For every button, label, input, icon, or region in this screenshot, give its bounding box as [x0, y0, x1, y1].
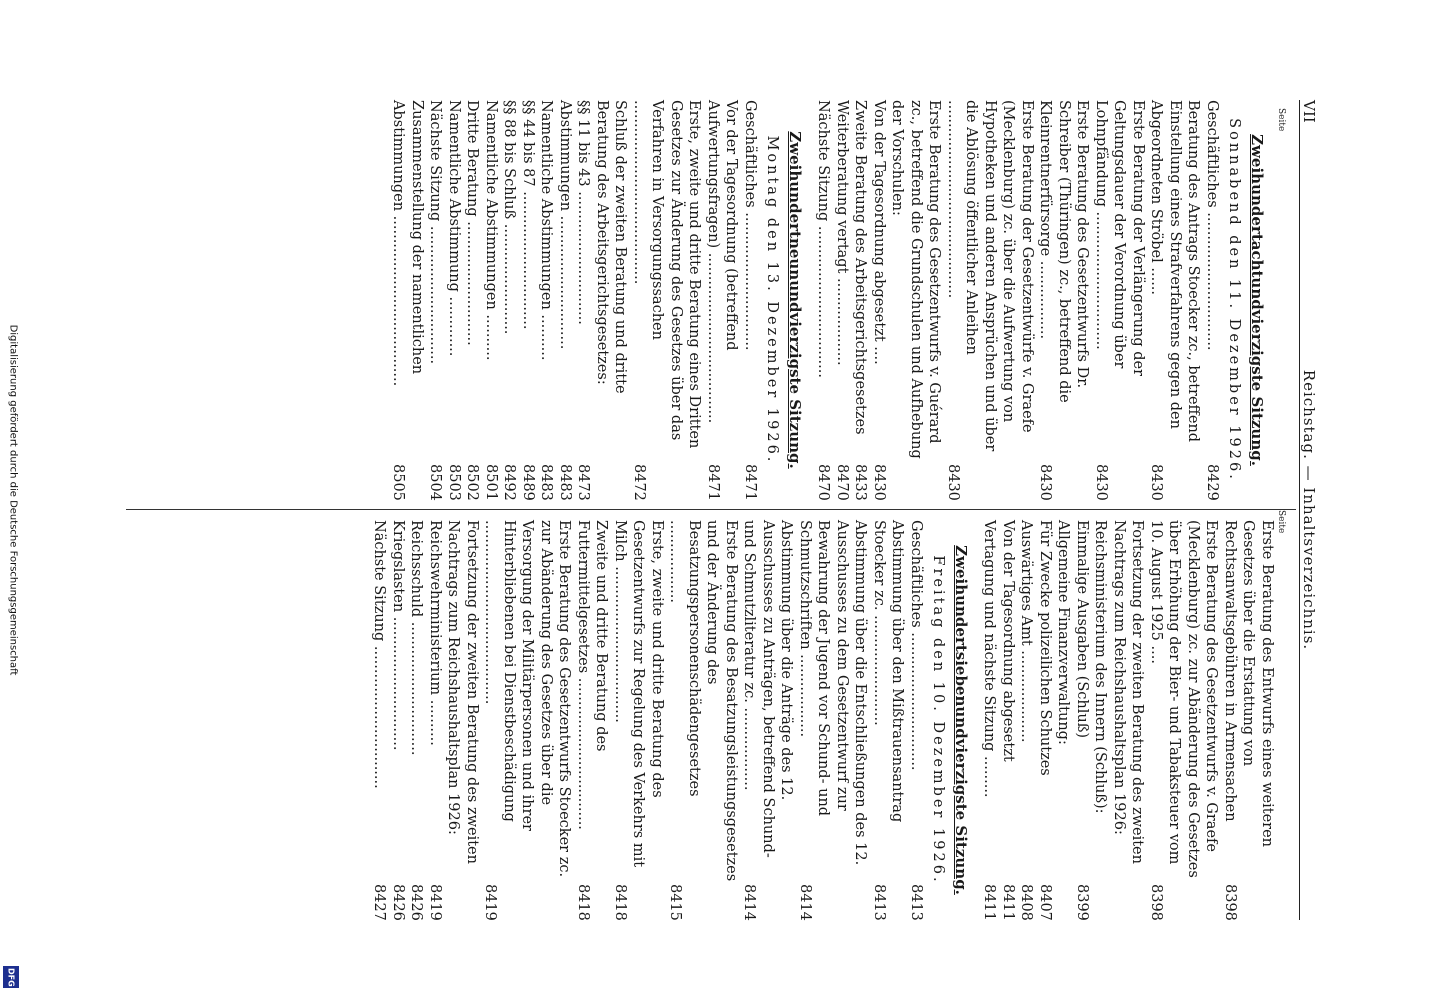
toc-entry [481, 520, 574, 920]
toc-entry-text: §§ 11 bis 43 ............................. [575, 100, 592, 325]
toc-entry-page: 8492 [501, 464, 518, 501]
toc-entry [444, 520, 481, 920]
session-date: Sonnabend den 11. Dezember 1926. [1226, 118, 1243, 482]
toc-entry-text: Auswärtiges Amt .................... [1018, 520, 1035, 743]
toc-entry-page: 8414 [797, 884, 813, 921]
toc-entry-text: Weiterberatung vertagt ................... [834, 100, 850, 366]
toc-entry-page: 8430 [1037, 464, 1054, 501]
toc-entry [482, 100, 501, 500]
toc-entry [944, 100, 1037, 500]
toc-entry [1147, 520, 1221, 920]
toc-entry-text: Namentliche Abstimmungen .......... [538, 100, 555, 361]
toc-entry-text: Geschäftliches .............................. [1204, 100, 1220, 351]
toc-entry [999, 520, 1018, 920]
toc-entry-page: 8483 [538, 464, 555, 501]
toc-entry-page: 8414 [741, 884, 758, 921]
session-heading: Zweihundertachtundvierzigste Sitzung. [1248, 134, 1266, 466]
page-header [1290, 100, 1330, 920]
toc-entry [704, 100, 741, 500]
toc-entry-page: 8398 [1148, 884, 1164, 921]
toc-entry-text: Nächste Sitzung .............................. [427, 100, 444, 365]
toc-entry-text: Abstimmung über die Entschließungen des 12. Ausschusses zu dem Gesetzentwurf zur Bewahrung der Jugend vor Schund- und Schmutzschriften .................. [797, 520, 869, 866]
session-date: Freitag den 10. Dezember 1926. [930, 555, 947, 885]
toc-entry [907, 520, 926, 920]
toc-entry [407, 520, 426, 920]
toc-entry [1203, 100, 1222, 500]
toc-entry-text: Erste, zweite und dritte Beratung des Gesetzentwurfs zur Regelung des Verkehrs mit Milch .................................. [612, 520, 665, 868]
toc-entry [611, 520, 667, 920]
toc-entry [833, 100, 852, 500]
toc-entry-page: 8473 [575, 464, 592, 501]
toc-entry-text: Erste Beratung des Gesetzentwurfs v. Guérard zc., betreffend die Grundschulen und Aufhebung der Vorschulen: [889, 100, 943, 459]
toc-entry-page: 8429 [1204, 464, 1220, 501]
toc-entry-text: Erste Beratung des Gesetzentwurfs Dr. Schreiber (Thüringen) zc., betreffend die Kleinrentnerfürsorge ................. [1037, 100, 1091, 403]
toc-entry [741, 100, 760, 500]
session-date: Montag den 13. Dezember 1926. [764, 135, 781, 465]
toc-entry-text: Vertagung und nächste Sitzung ......... [981, 520, 998, 798]
toc-entry-page: 8411 [981, 884, 998, 921]
toc-entry [1036, 520, 1055, 920]
toc-entry-page: 8430 [1093, 464, 1109, 501]
toc-entry-text: Reichswehrministerium .......... [427, 520, 443, 746]
page-title: Reichstag. — Inhaltsverzeichnis. [1300, 369, 1318, 651]
toc-entry [574, 520, 611, 920]
toc-entry [630, 100, 704, 500]
column-left [389, 100, 1276, 500]
toc-entry [519, 100, 538, 500]
toc-entry [1073, 520, 1092, 920]
toc-entry [870, 520, 907, 920]
toc-entry [574, 100, 593, 500]
toc-entry-page: 8470 [815, 464, 832, 501]
toc-entry-page: 8426 [390, 884, 406, 921]
toc-entry-text: Erste Beratung der Gesetzentwürfe v. Graefe (Mecklenburg) zc. über die Aufwertung von Hypotheken und anderen Ansprüchen und über die Ablösung öffentlicher Anleihen ........................................... [945, 100, 1035, 452]
toc-entry-text: Reichsschuld ............................. [408, 520, 425, 756]
toc-entry [537, 100, 556, 500]
toc-entry [870, 100, 889, 500]
toc-entry-page: 8427 [371, 884, 388, 921]
toc-entry [1147, 100, 1203, 500]
toc-entry-text: §§ 88 bis Schluß ........................ [501, 100, 518, 335]
toc-entry-text: Abstimmungen ............................. [557, 100, 573, 350]
toc-entry-page: 8483 [557, 464, 573, 501]
toc-entry-page: 8418 [575, 884, 591, 921]
toc-entry-text: Von der Tagesordnung abgesetzt .... [871, 100, 887, 365]
toc-entry-text: Zweite Beratung des Arbeitsgerichtsgesetzes [852, 100, 869, 435]
toc-entry [426, 520, 445, 920]
toc-entry-text: Erste Beratung des Gesetzentwurfs Stoecker zc. zur Abänderung des Gesetzes über die Versorgung der Militärpersonen und ihrer Hinterbliebenen bei Dienstbeschädigung ........................................ [482, 520, 573, 878]
column-divider [126, 509, 1296, 510]
toc-entry-page: 8418 [612, 884, 628, 921]
toc-entry [814, 100, 833, 500]
toc-entry-text: Erste, zweite und dritte Beratung eines Dritten Gesetzes zur Änderung des Gesetzes über das Verfahren in Versorgungssachen ........................................ [631, 100, 703, 449]
toc-entry-text: Abstimmung über den Mißtrauensantrag Stoecker zc. ........................ [871, 520, 906, 823]
toc-entry-text: Erste Beratung des Gesetzentwurfs v. Graefe (Mecklenburg) zc. zur Abänderung des Gesetzes über Erhöhung der Bier- und Tabaksteuer vom 10. August 1925 .... [1148, 520, 1220, 878]
toc-entry-text: Erste Beratung des Besatzungsleistungsgesetzes und der Änderung des Besatzungspersonenschädengesetzes .................. [667, 520, 739, 882]
toc-entry-text: Geschäftliches .............................. [908, 520, 924, 771]
toc-entry-text: Vor der Tagesordnung (betreffend Aufwertungsfragen) ..................................... [705, 100, 740, 424]
toc-entry-text: Namentliche Abstimmung ............. [446, 100, 462, 357]
toc-entry [556, 100, 575, 500]
toc-entry-page: 8411 [1000, 884, 1016, 921]
funding-note-text: Digitalisierung gefördert durch die Deutsche Forschungsgemeinschaft [7, 324, 19, 676]
toc-entry [888, 100, 944, 500]
header-rule [1299, 100, 1300, 920]
toc-entry [1221, 520, 1277, 920]
toc-entry-text: Allgemeine Finanzverwaltung: [1055, 520, 1072, 745]
toc-entry-page: 8407 [1037, 884, 1053, 921]
toc-entry [370, 520, 389, 920]
toc-entry [426, 100, 445, 500]
seite-label-right: Seite [1276, 510, 1286, 534]
toc-entry-text: Zweite und dritte Beratung des Futtermittelgesetzes ................................. [575, 520, 610, 830]
toc-entry [1017, 520, 1036, 920]
toc-entry-text: Schluß der zweiten Beratung und dritte Beratung des Arbeitsgerichtsgesetzes: [594, 100, 629, 394]
page-number: VII [1300, 100, 1318, 123]
toc-entry-text: Von der Tagesordnung abgesetzt [1000, 520, 1016, 762]
toc-entry [796, 520, 870, 920]
toc-entry-text: Nächste Sitzung ................................. [815, 100, 832, 378]
toc-entry-text: Erste Beratung des Entwurfs eines weiteren Gesetzes über die Erstattung von Rechtsanwaltsgebühren in Armensachen [1222, 520, 1275, 848]
toc-entry-text: Fortsetzung der zweiten Beratung des zweiten Nachtrags zum Reichshaushaltsplan 1926: [445, 520, 480, 864]
toc-entry-page: 8415 [667, 884, 684, 921]
toc-entry [851, 100, 870, 500]
toc-entry-text: §§ 44 bis 87 .............................. [520, 100, 536, 330]
toc-entry-page: 8408 [1018, 884, 1035, 921]
toc-entry-page: 8470 [834, 464, 850, 501]
toc-entry-page: 8471 [742, 464, 758, 501]
toc-entry-page: 8413 [871, 884, 887, 921]
toc-entry-text: Namentliche Abstimmungen .......... [483, 100, 499, 361]
toc-entry-text: Zusammenstellung der namentlichen Abstimmungen ..................................... [390, 100, 425, 387]
funding-note [0, 0, 26, 1000]
dfg-logo: DFG [3, 966, 19, 988]
seite-label-left: Seite [1276, 108, 1286, 132]
toc-entry [666, 520, 740, 920]
toc-entry-text: Dritte Beratung ........................... [464, 100, 481, 346]
toc-entry-page: 8419 [482, 884, 499, 921]
toc-entry-page: 8472 [631, 464, 647, 501]
toc-entry [389, 100, 426, 500]
toc-entry [1091, 520, 1110, 920]
toc-entry-page: 8399 [1074, 884, 1090, 921]
toc-entry [500, 100, 519, 500]
toc-entry-page: 8501 [483, 464, 499, 501]
toc-entry-page: 8503 [446, 464, 462, 501]
toc-entry-page: 8433 [852, 464, 869, 501]
toc-entry-text: Nächste Sitzung ............................... [371, 520, 388, 789]
toc-entry-page: 8413 [908, 884, 924, 921]
toc-entry [1036, 100, 1092, 500]
toc-entry-text: Abstimmung über die Anträge des 12. Ausschusses zu Anträgen, betreffend Schund- und Schmutzliteratur zc. .................. [741, 520, 795, 858]
column-right [370, 520, 1276, 920]
session-heading: Zweihundertsiebenundvierzigste Sitzung. [952, 545, 970, 895]
toc-entry-text: Geschäftliches .............................. [742, 100, 758, 351]
toc-entry-page: 8419 [427, 884, 443, 921]
toc-entry [740, 520, 796, 920]
toc-entry [445, 100, 464, 500]
toc-entry [593, 100, 630, 500]
toc-entry-text: Für Zwecke polizeilichen Schutzes [1037, 520, 1053, 776]
toc-entry-text: Reichsministerium des Innern (Schluß): [1092, 520, 1109, 814]
toc-entry [1110, 520, 1147, 920]
session-heading: Zweihundertneunundvierzigste Sitzung. [786, 131, 804, 469]
toc-entry-page: 8504 [427, 464, 444, 501]
toc-entry-page: 8505 [390, 464, 407, 501]
toc-entry [1092, 100, 1148, 500]
toc-entry-page: 8489 [520, 464, 536, 501]
toc-entry [389, 520, 408, 920]
toc-entry-page: 8471 [705, 464, 721, 501]
toc-entry-page: 8430 [871, 464, 887, 501]
toc-entry-page: 8398 [1222, 884, 1238, 921]
toc-entry-page: 8426 [408, 884, 425, 921]
toc-entry-text: Fortsetzung der zweiten Beratung des zweiten Nachtrags zum Reichshaushaltsplan 1926: [1111, 520, 1146, 864]
toc-entry-page: 8430 [945, 464, 961, 501]
toc-entry-text: Einmalige Ausgaben (Schluß) [1074, 520, 1090, 739]
toc-entry-text: Beratung des Antrags Stoecker zc., betreffend Einstellung eines Strafverfahrens gegen den Abgeordneten Ströbel ...... [1148, 100, 1202, 443]
toc-entry-text: Erste Beratung der Verlängerung der Geltungsdauer der Verordnung über Lohnpfändung .............................. [1093, 100, 1146, 377]
toc-entry [1054, 520, 1073, 920]
toc-entry [980, 520, 999, 920]
toc-entry-page: 8430 [1148, 464, 1165, 501]
toc-entry-page: 8502 [464, 464, 481, 501]
toc-entry [463, 100, 482, 500]
document-page [118, 100, 1330, 920]
toc-entry-text: Kriegslasten ............................. [390, 520, 406, 751]
